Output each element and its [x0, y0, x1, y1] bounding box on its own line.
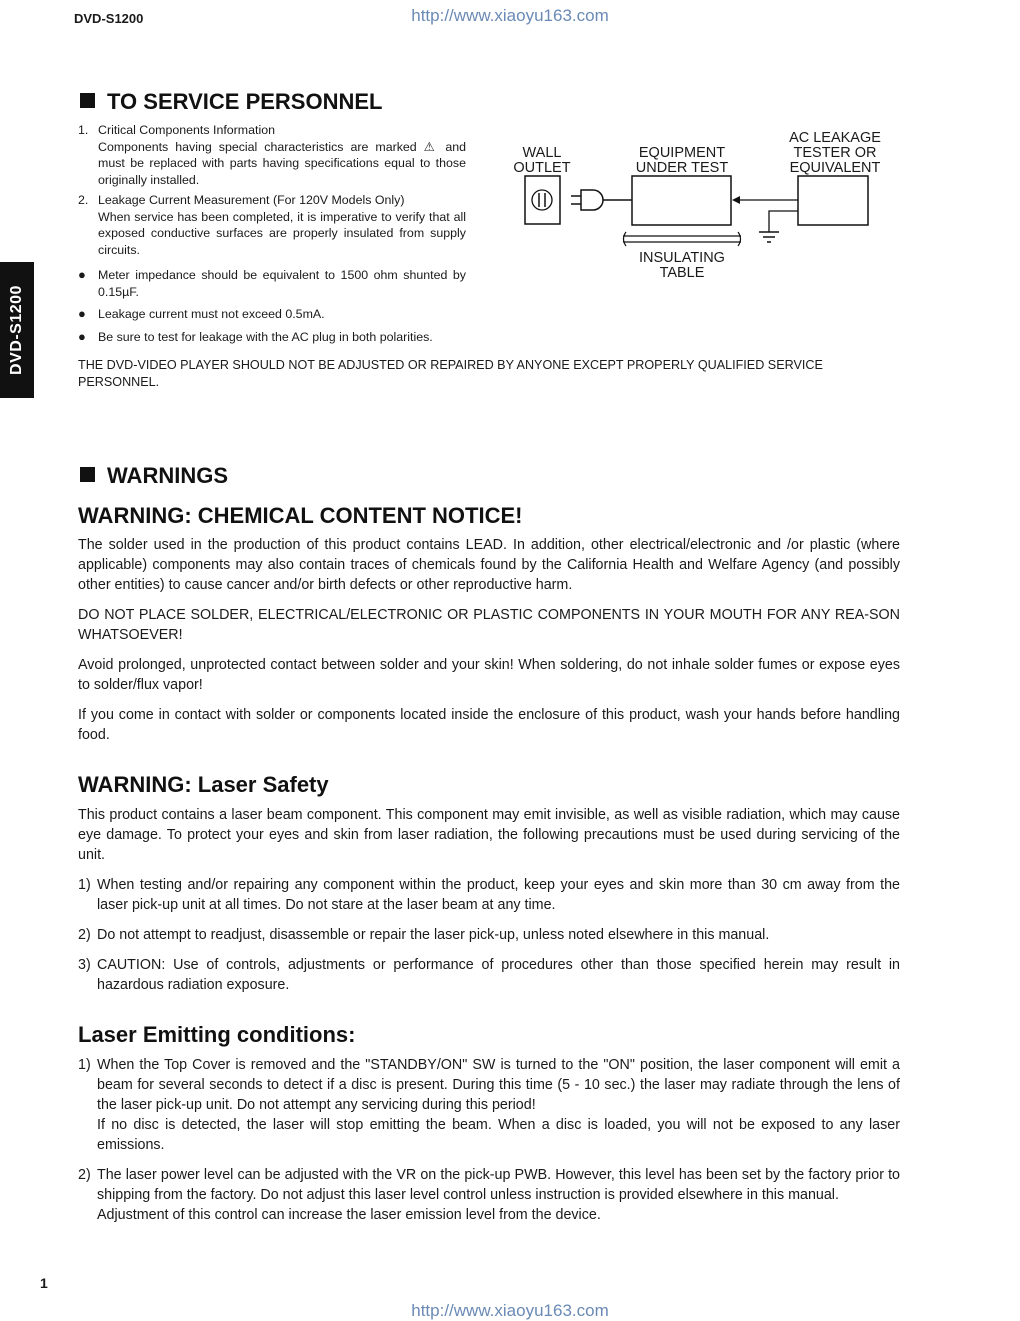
- list-item: [78, 875, 900, 915]
- list-item-number: 1): [78, 1057, 91, 1073]
- probe-arrow-icon: [732, 196, 798, 204]
- list-item-number: 2): [78, 927, 91, 943]
- laser-intro-paragraph: This product contains a laser beam component. This component may emit invisible, as well as visible radiation, which may cause eye damage. To protect your eyes and skin from laser radiation, the following precautions must be used during servicing of the unit.: [78, 807, 900, 863]
- list-item: [78, 1055, 900, 1155]
- service-item-2: [78, 192, 466, 258]
- list-item-text: When the Top Cover is removed and the "STANDBY/ON" SW is turned to the "ON" position, the laser component will emit a beam for several seconds to detect if a disc is present. During this time (5 - 10 sec.) the laser may radiate through the lens of the laser pick-up unit. Do not attempt any servicing during this period!: [97, 1057, 900, 1113]
- table-label-1: INSULATING: [639, 250, 725, 266]
- laser-safety-body: [78, 805, 900, 1005]
- equipment-box: [632, 176, 731, 225]
- plug-icon: [571, 190, 632, 210]
- wall-outlet-label-2: OUTLET: [513, 160, 571, 176]
- page-number: 1: [40, 1275, 48, 1291]
- qualified-personnel-notice: THE DVD-VIDEO PLAYER SHOULD NOT BE ADJUSTED OR REPAIRED BY ANYONE EXCEPT PROPERLY QUALIFIED SERVICE PERSONNEL.: [78, 358, 823, 389]
- bullet-dot-icon: ●: [78, 306, 86, 321]
- warnings-section-title: [80, 463, 228, 489]
- chemical-paragraph: Avoid prolonged, unprotected contact between solder and your skin! When soldering, do not inhale solder fumes or expose eyes to solder/flux vapor!: [78, 657, 900, 693]
- footer-url-link[interactable]: http://www.xiaoyu163.com: [411, 1301, 609, 1320]
- bullet-dot-icon: ●: [78, 328, 86, 344]
- list-item-text: Do not attempt to readjust, disassemble or repair the laser pick-up, unless noted elsewhere in this manual.: [97, 927, 770, 943]
- service-item-1-body: Components having special characteristics are marked ⚠ and must be replaced with parts having specifications equal to those originally installed.: [98, 139, 466, 187]
- list-item-text: CAUTION: Use of controls, adjustments or performance of procedures other than those specified herein may result in hazardous radiation exposure.: [97, 957, 900, 993]
- chemical-paragraph: If you come in contact with solder or components located inside the enclosure of this product, wash your hands before handling food.: [78, 707, 900, 743]
- list-item-number: 3): [78, 957, 91, 973]
- wall-outlet-icon: [525, 176, 560, 224]
- service-title-text: TO SERVICE PERSONNEL: [107, 89, 383, 114]
- service-item-1-number: 1.: [78, 123, 89, 137]
- chemical-paragraph: DO NOT PLACE SOLDER, ELECTRICAL/ELECTRONIC OR PLASTIC COMPONENTS IN YOUR MOUTH FOR ANY REA-SON WHATSOEVER!: [78, 607, 900, 643]
- laser-emitting-list: [78, 1055, 900, 1225]
- service-instructions: [78, 122, 466, 351]
- laser-emitting-body: [78, 1055, 900, 1235]
- tester-label-1: AC LEAKAGE: [789, 130, 881, 146]
- service-item-2-number: 2.: [78, 193, 89, 207]
- bullet-dot-icon: ●: [78, 267, 86, 282]
- list-item: [78, 925, 900, 945]
- leakage-test-diagram: [505, 126, 905, 286]
- service-item-1: [78, 122, 466, 188]
- list-item-text: When testing and/or repairing any component within the product, keep your eyes and skin more than 30 cm away from the laser pick-up unit at all times. Do not stare at the laser beam at any time.: [97, 877, 900, 913]
- equipment-label-1: EQUIPMENT: [638, 145, 726, 161]
- list-item-text-continued: Adjustment of this control can increase the laser emission level from the device.: [97, 1207, 601, 1223]
- side-model-tab-label: DVD-S1200: [8, 285, 25, 375]
- warnings-title-text: WARNINGS: [107, 463, 228, 488]
- service-bullet: [78, 267, 466, 300]
- service-item-1-title: Critical Components Information: [98, 123, 275, 137]
- header-model: DVD-S1200: [74, 11, 144, 26]
- service-item-2-body: When service has been completed, it is imperative to verify that all exposed conductive surfaces are properly insulated from supply circuits.: [98, 209, 466, 257]
- square-bullet-icon: [80, 93, 95, 108]
- service-section-title: [80, 89, 382, 115]
- header-url-link[interactable]: http://www.xiaoyu163.com: [411, 6, 609, 25]
- ground-icon: [759, 211, 798, 242]
- list-item: [78, 1165, 900, 1225]
- service-bullet-text: Leakage current must not exceed 0.5mA.: [98, 307, 325, 321]
- tester-label-3: EQUIVALENT: [789, 160, 881, 176]
- list-item-number: 1): [78, 877, 91, 893]
- equipment-label-2: UNDER TEST: [635, 160, 729, 176]
- side-model-tab: [0, 262, 34, 398]
- wall-outlet-label-1: WALL: [522, 145, 562, 161]
- service-bullet: [78, 306, 466, 323]
- list-item-text-continued: If no disc is detected, the laser will stop emitting the beam. When a disc is loaded, you will not be exposed to any laser emissions.: [97, 1117, 900, 1153]
- list-item-text: The laser power level can be adjusted with the VR on the pick-up PWB. However, this level has been set by the factory prior to shipping from the factory. Do not adjust this laser level control unless instruction is provided elsewhere in this manual.: [97, 1167, 900, 1203]
- service-item-2-title: Leakage Current Measurement (For 120V Models Only): [98, 193, 405, 207]
- chemical-notice-heading: WARNING: CHEMICAL CONTENT NOTICE!: [78, 503, 523, 528]
- laser-precautions-list: [78, 875, 900, 995]
- list-item-number: 2): [78, 1167, 91, 1183]
- service-bullet-text: Meter impedance should be equivalent to 1500 ohm shunted by 0.15µF.: [98, 268, 466, 299]
- service-bullet: [78, 329, 466, 346]
- chemical-paragraph: The solder used in the production of this product contains LEAD. In addition, other electrical/electronic and /or plastic (where applicable) components may also contain traces of chemicals found by the California Health and Welfare Agency (and possibly other entities) to cause cancer and/or birth defects or other reproductive harm.: [78, 537, 900, 593]
- table-label-2: TABLE: [659, 265, 705, 281]
- service-bullet-text: Be sure to test for leakage with the AC plug in both polarities.: [98, 329, 433, 344]
- square-bullet-icon: [80, 467, 95, 482]
- list-item: [78, 955, 900, 995]
- tester-box: [798, 176, 868, 225]
- tester-label-2: TESTER OR: [793, 145, 877, 161]
- laser-safety-heading: WARNING: Laser Safety: [78, 772, 329, 797]
- insulating-table-icon: [623, 232, 741, 246]
- chemical-notice-body: [78, 535, 900, 755]
- laser-emitting-heading: Laser Emitting conditions:: [78, 1022, 356, 1047]
